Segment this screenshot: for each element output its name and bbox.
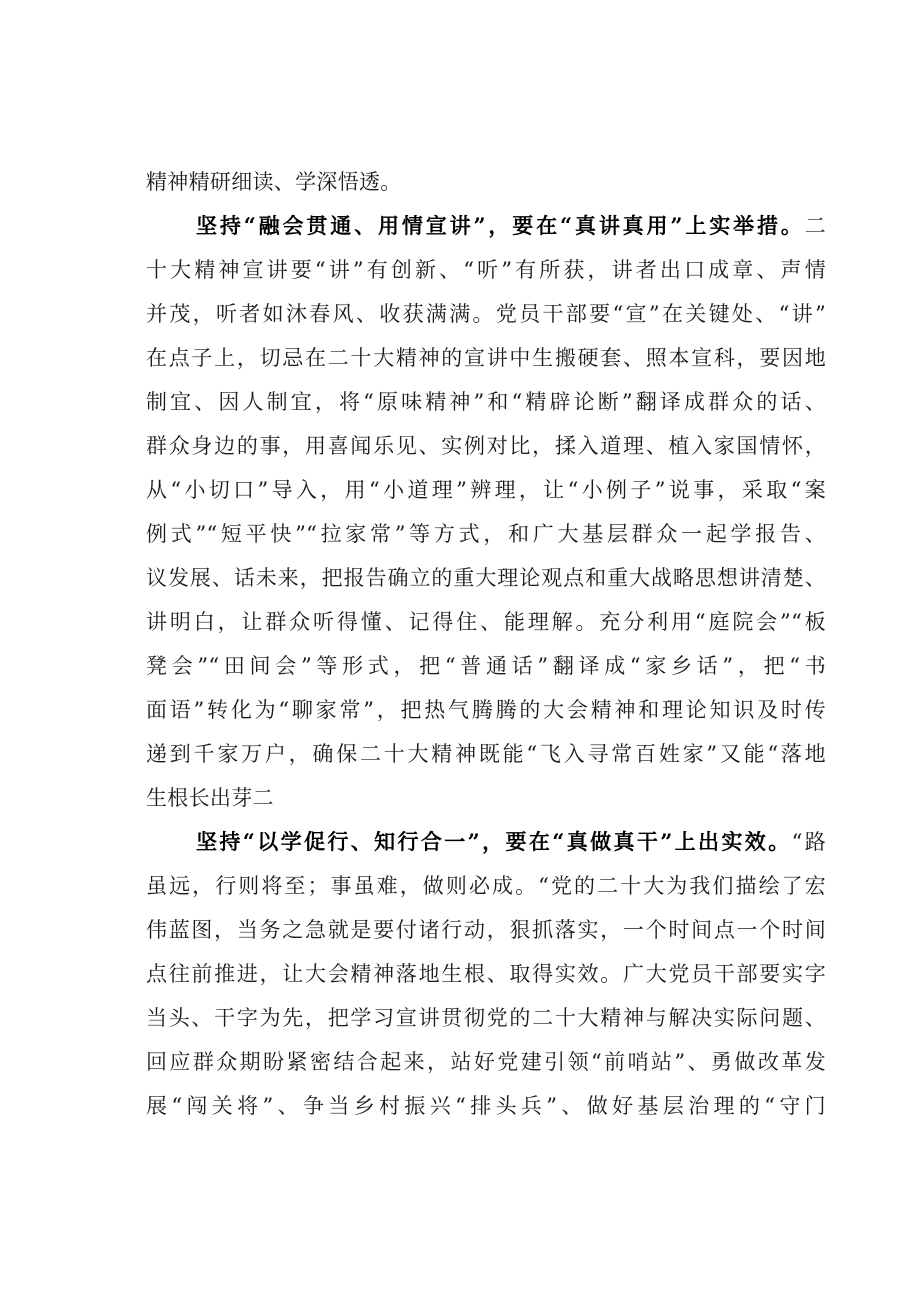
paragraph-2-line: 制宜、因人制宜，将“原味精神”和“精辟论断”翻译成群众的话、: [146, 390, 826, 414]
paragraph-2-lead-line: [196, 204, 826, 248]
paragraph-3-line: 虽远，行则将至；事虽难，做则必成。“党的二十大为我们描绘了宏: [146, 874, 826, 898]
paragraph-2-line: 凳会”“田间会”等形式，把“普通话”翻译成“家乡话”，把“书: [146, 654, 826, 678]
paragraph-2-line: 从“小切口”导入，用“小道理”辨理，让“小例子”说事，采取“案: [146, 478, 826, 502]
paragraph-3-line: 点往前推进，让大会精神落地生根、取得实效。广大党员干部要实字: [146, 962, 826, 986]
paragraph-2-line: 在点子上，切忌在二十大精神的宣讲中生搬硬套、照本宣科，要因地: [146, 346, 826, 370]
paragraph-3-line: 当头、干字为先，把学习宣讲贯彻党的二十大精神与解决实际问题、: [146, 1006, 826, 1030]
paragraph-2-line: 例式”“短平快”“拉家常”等方式，和广大基层群众一起学报告、: [146, 522, 826, 546]
paragraph-3-lead-line: [196, 820, 826, 864]
paragraph-2-line: 并茂，听者如沐春风、收获满满。党员干部要“宣”在关键处、“讲”: [146, 302, 826, 326]
paragraph-2-lead-bold: 坚持“融会贯通、用情宣讲”，要在“真讲真用”上实举措。: [196, 213, 805, 238]
paragraph-2-line: 议发展、话未来，把报告确立的重大理论观点和重大战略思想讲清楚、: [146, 566, 826, 590]
paragraph-1-line-1: 精神精研细读、学深悟透。: [146, 170, 402, 194]
paragraph-3-line: 回应群众期盼紧密结合起来，站好党建引领“前哨站”、勇做改革发: [146, 1050, 826, 1074]
paragraph-2-lead-rest: 二: [804, 214, 826, 238]
paragraph-2-line: 递到千家万户，确保二十大精神既能“飞入寻常百姓家”又能“落地: [146, 742, 826, 766]
paragraph-3-lead-bold: 坚持“以学促行、知行合一”，要在“真做真干”上出实效。: [196, 829, 792, 854]
paragraph-2-last-line: 生根长出芽二: [146, 786, 274, 810]
paragraph-2-line: 面语”转化为“聊家常”，把热气腾腾的大会精神和理论知识及时传: [146, 698, 826, 722]
paragraph-2-line: 十大精神宣讲要“讲”有创新、“听”有所获，讲者出口成章、声情: [146, 258, 826, 282]
paragraph-2-line: 讲明白，让群众听得懂、记得住、能理解。充分利用“庭院会”“板: [146, 610, 826, 634]
paragraph-3-line: 伟蓝图，当务之急就是要付诸行动，狠抓落实，一个时间点一个时间: [146, 918, 826, 942]
paragraph-2-line: 群众身边的事，用喜闻乐见、实例对比，揉入道理、植入家国情怀，: [146, 434, 826, 458]
paragraph-3-lead-rest: “路: [791, 830, 826, 854]
paragraph-3-line: 展“闯关将”、争当乡村振兴“排头兵”、做好基层治理的“守门: [146, 1094, 826, 1118]
